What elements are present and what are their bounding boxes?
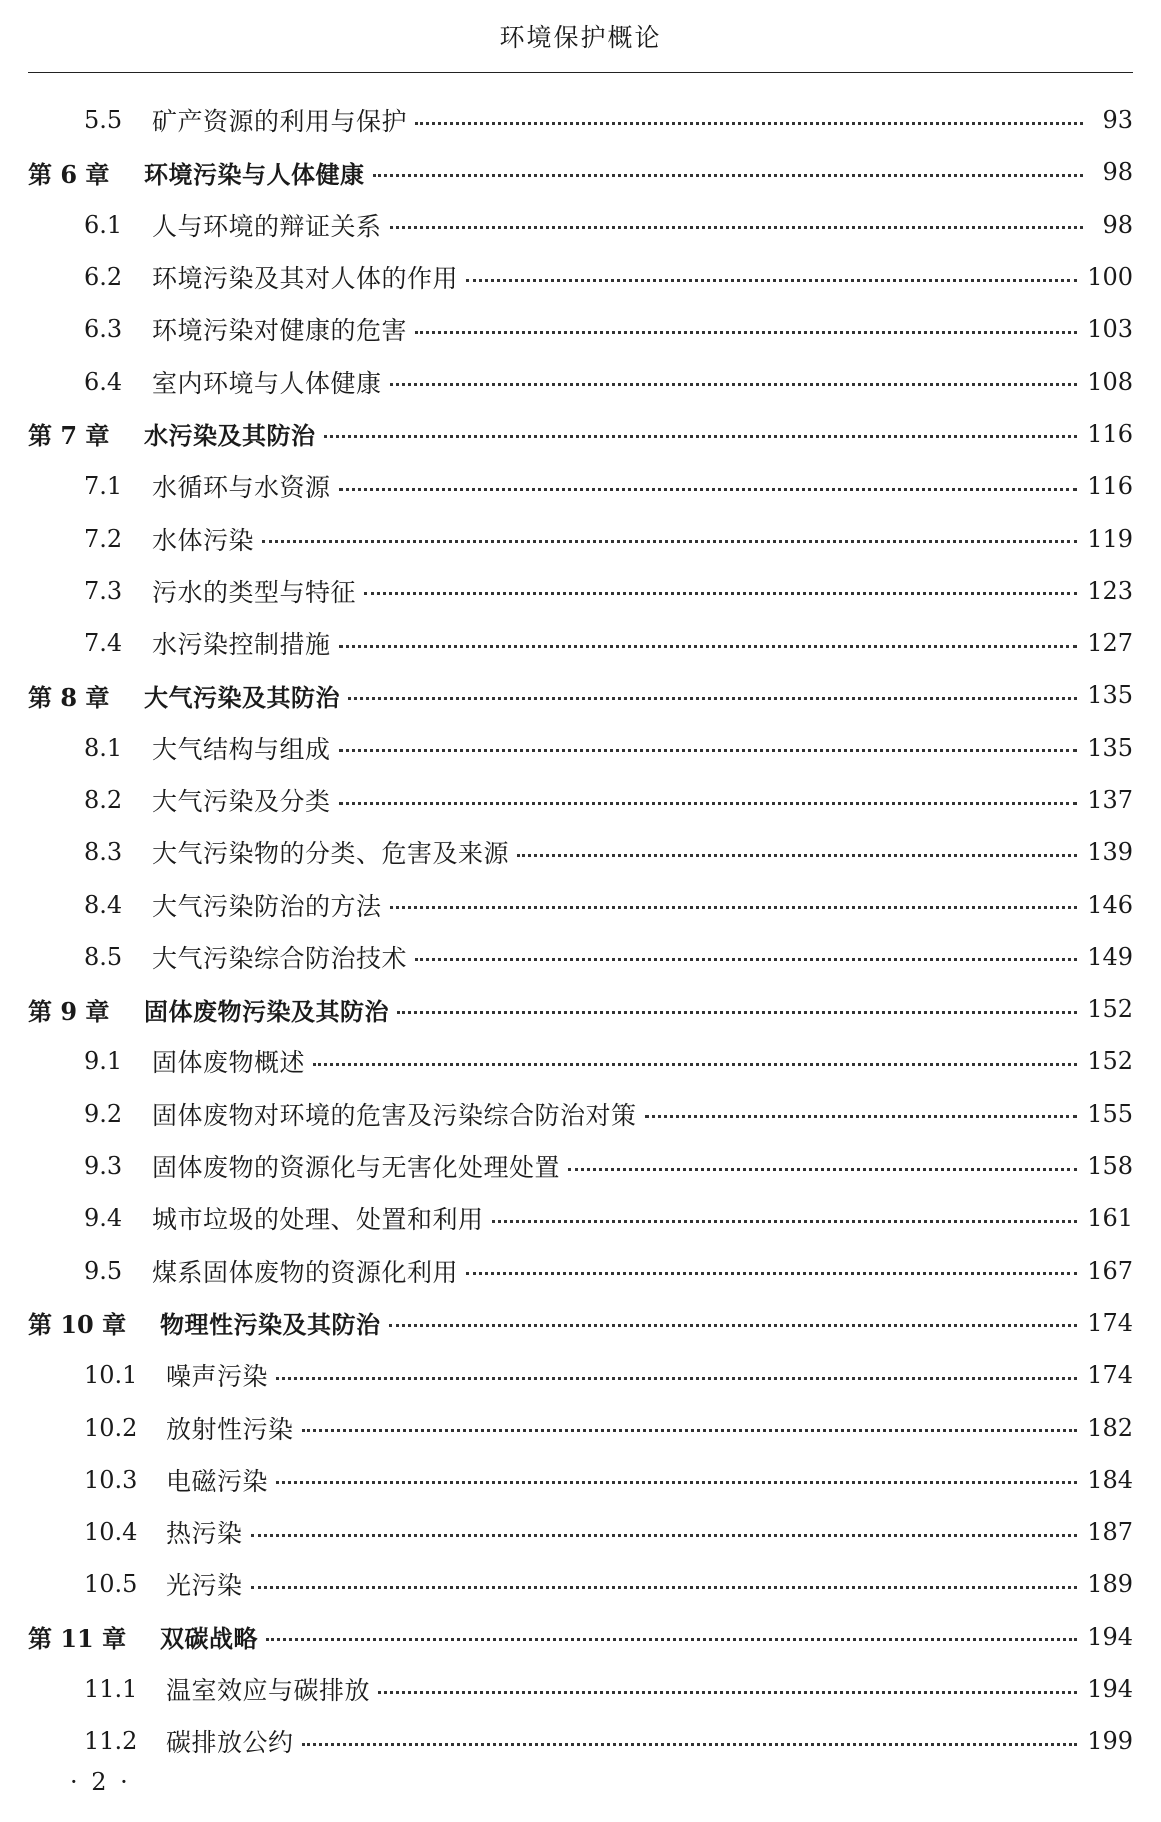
section-number: 9.4 — [84, 1204, 123, 1233]
chapter-title: 水污染及其防治 — [144, 422, 316, 451]
section-title: 大气污染综合防治技术 — [152, 943, 408, 973]
toc-section-entry[interactable] — [0, 512, 1161, 564]
dot-leader — [348, 697, 1077, 700]
section-title: 环境污染对健康的危害 — [152, 316, 408, 346]
page-reference: 194 — [1087, 1675, 1133, 1704]
page-reference: 123 — [1087, 576, 1133, 605]
dot-leader — [313, 1063, 1077, 1066]
toc-section-entry[interactable] — [0, 1663, 1161, 1715]
chapter-number: 第 6 章 — [28, 159, 110, 189]
section-title: 温室效应与碳排放 — [166, 1676, 371, 1706]
toc-section-entry[interactable] — [0, 199, 1161, 251]
toc-section-entry[interactable] — [0, 565, 1161, 617]
dot-leader — [339, 645, 1078, 648]
toc-section-entry[interactable] — [0, 878, 1161, 930]
dot-leader — [276, 1481, 1077, 1484]
section-title: 碳排放公约 — [166, 1728, 294, 1758]
chapter-title: 环境污染与人体健康 — [144, 160, 365, 189]
page-reference: 127 — [1087, 629, 1133, 658]
dot-leader — [415, 958, 1077, 961]
dot-leader — [262, 540, 1077, 543]
toc-section-entry[interactable] — [0, 1715, 1161, 1767]
toc-section-entry[interactable] — [0, 826, 1161, 878]
section-number: 8.3 — [84, 838, 123, 867]
page-reference: 119 — [1087, 524, 1133, 553]
section-number: 7.3 — [84, 576, 123, 605]
section-number: 8.2 — [84, 786, 123, 814]
section-title: 矿产资源的利用与保护 — [152, 107, 408, 137]
dot-leader — [302, 1429, 1078, 1432]
toc-chapter-entry[interactable] — [0, 983, 1161, 1035]
dot-leader — [466, 1272, 1077, 1275]
dot-leader — [415, 122, 1083, 125]
dot-leader — [492, 1220, 1078, 1223]
dot-leader — [324, 435, 1078, 438]
page-reference: 137 — [1087, 786, 1133, 814]
chapter-title: 双碳战略 — [160, 1625, 258, 1654]
chapter-number: 第 11 章 — [28, 1624, 127, 1654]
dot-leader — [466, 279, 1077, 282]
page-reference: 108 — [1087, 367, 1133, 396]
section-title: 大气结构与组成 — [152, 734, 331, 764]
toc-section-entry[interactable] — [0, 94, 1161, 146]
dot-leader — [339, 802, 1078, 805]
dot-leader — [364, 592, 1077, 595]
dot-leader — [251, 1534, 1078, 1537]
page-reference: 155 — [1087, 1099, 1133, 1128]
dot-leader — [390, 226, 1083, 229]
page-reference: 146 — [1087, 890, 1133, 919]
section-title: 人与环境的辩证关系 — [152, 211, 382, 241]
page-reference: 152 — [1087, 1047, 1133, 1076]
section-number: 9.5 — [84, 1256, 123, 1285]
toc-section-entry[interactable] — [0, 1088, 1161, 1140]
chapter-title: 固体废物污染及其防治 — [144, 997, 389, 1026]
page-reference: 194 — [1087, 1622, 1133, 1651]
page-number: · 2 · — [70, 1768, 131, 1796]
toc-section-entry[interactable] — [0, 1035, 1161, 1087]
header-rule — [28, 72, 1133, 73]
toc-section-entry[interactable] — [0, 1506, 1161, 1558]
toc-section-entry[interactable] — [0, 1245, 1161, 1297]
section-number: 6.4 — [84, 367, 123, 396]
section-number: 6.2 — [84, 263, 123, 292]
toc-section-entry[interactable] — [0, 722, 1161, 774]
dot-leader — [251, 1586, 1078, 1589]
dot-leader — [276, 1377, 1077, 1380]
chapter-title: 物理性污染及其防治 — [160, 1311, 381, 1340]
toc-chapter-entry[interactable] — [0, 1297, 1161, 1349]
section-number: 11.1 — [84, 1675, 138, 1704]
page-reference: 158 — [1087, 1152, 1133, 1181]
section-title: 大气污染防治的方法 — [152, 891, 382, 921]
section-number: 5.5 — [84, 106, 123, 135]
section-number: 7.4 — [84, 629, 123, 658]
section-title: 固体废物的资源化与无害化处理处置 — [152, 1153, 561, 1183]
section-number: 10.5 — [84, 1570, 138, 1599]
toc-chapter-entry[interactable] — [0, 146, 1161, 198]
toc-section-entry[interactable] — [0, 1140, 1161, 1192]
toc-section-entry[interactable] — [0, 617, 1161, 669]
page-reference: 93 — [1102, 106, 1133, 135]
section-title: 水体污染 — [152, 525, 255, 555]
section-number: 7.1 — [84, 472, 123, 501]
page-reference: 139 — [1087, 838, 1133, 867]
toc-section-entry[interactable] — [0, 303, 1161, 355]
page-reference: 161 — [1087, 1204, 1133, 1233]
section-number: 9.2 — [84, 1099, 123, 1128]
section-number: 10.3 — [84, 1465, 138, 1494]
page-reference: 116 — [1087, 472, 1133, 501]
dot-leader — [339, 488, 1078, 491]
toc-section-entry[interactable] — [0, 1401, 1161, 1453]
section-title: 环境污染及其对人体的作用 — [152, 264, 459, 294]
section-title: 污水的类型与特征 — [152, 577, 357, 607]
dot-leader — [373, 174, 1084, 177]
page-reference: 152 — [1087, 995, 1133, 1024]
section-title: 电磁污染 — [166, 1466, 269, 1496]
section-title: 光污染 — [166, 1571, 243, 1601]
section-number: 9.1 — [84, 1047, 123, 1076]
page-reference: 174 — [1087, 1308, 1133, 1337]
running-header: 环境保护概论 — [499, 23, 662, 52]
page-reference: 98 — [1102, 158, 1133, 187]
toc-section-entry[interactable] — [0, 1349, 1161, 1401]
chapter-number: 第 10 章 — [28, 1310, 127, 1340]
page-reference: 98 — [1102, 210, 1133, 239]
section-title: 大气污染及分类 — [152, 787, 331, 816]
dot-leader — [302, 1743, 1078, 1746]
section-title: 室内环境与人体健康 — [152, 368, 382, 398]
chapter-number: 第 7 章 — [28, 421, 110, 451]
chapter-number: 第 8 章 — [28, 682, 110, 712]
section-title: 城市垃圾的处理、处置和利用 — [152, 1205, 484, 1235]
section-number: 10.1 — [84, 1361, 138, 1390]
toc-section-entry[interactable] — [0, 355, 1161, 407]
section-number: 8.5 — [84, 942, 123, 971]
toc-chapter-entry[interactable] — [0, 1611, 1161, 1663]
dot-leader — [266, 1638, 1077, 1641]
toc-section-entry[interactable] — [0, 774, 1161, 826]
page-reference: 100 — [1087, 263, 1133, 292]
dot-leader — [397, 1011, 1077, 1014]
dot-leader — [517, 854, 1077, 857]
section-title: 放射性污染 — [166, 1414, 294, 1444]
section-title: 水污染控制措施 — [152, 630, 331, 660]
dot-leader — [378, 1691, 1077, 1694]
toc-section-entry[interactable] — [0, 1454, 1161, 1506]
page-reference: 184 — [1087, 1465, 1133, 1494]
dot-leader — [390, 383, 1078, 386]
dot-leader — [645, 1115, 1078, 1118]
section-number: 8.4 — [84, 890, 123, 919]
toc-chapter-entry[interactable] — [0, 408, 1161, 460]
dot-leader — [339, 749, 1078, 752]
dot-leader — [389, 1324, 1078, 1327]
toc-section-entry[interactable] — [0, 460, 1161, 512]
section-number: 10.2 — [84, 1413, 138, 1442]
page-reference: 149 — [1087, 942, 1133, 971]
section-title: 固体废物对环境的危害及污染综合防治对策 — [152, 1100, 637, 1130]
page-reference: 135 — [1087, 681, 1133, 710]
dot-leader — [568, 1168, 1077, 1171]
section-number: 10.4 — [84, 1518, 138, 1547]
section-title: 热污染 — [166, 1519, 243, 1549]
toc-chapter-entry[interactable] — [0, 669, 1161, 721]
section-number: 6.3 — [84, 315, 123, 344]
section-title: 水循环与水资源 — [152, 473, 331, 503]
page-reference: 167 — [1087, 1256, 1133, 1285]
page-reference: 116 — [1087, 419, 1133, 448]
toc-section-entry[interactable] — [0, 931, 1161, 983]
section-number: 7.2 — [84, 524, 123, 553]
section-number: 9.3 — [84, 1152, 123, 1181]
toc-section-entry[interactable] — [0, 1192, 1161, 1244]
section-number: 11.2 — [84, 1727, 138, 1756]
chapter-title: 大气污染及其防治 — [144, 683, 340, 712]
section-title: 噪声污染 — [166, 1362, 269, 1392]
dot-leader — [390, 906, 1078, 909]
table-of-contents — [0, 94, 1161, 1768]
page-reference: 182 — [1087, 1413, 1133, 1442]
section-title: 煤系固体废物的资源化利用 — [152, 1257, 459, 1287]
section-title: 大气污染物的分类、危害及来源 — [152, 839, 510, 869]
toc-section-entry[interactable] — [0, 1558, 1161, 1610]
section-number: 6.1 — [84, 210, 123, 239]
page-reference: 199 — [1087, 1727, 1133, 1756]
page-reference: 103 — [1087, 315, 1133, 344]
page-reference: 174 — [1087, 1361, 1133, 1390]
section-title: 固体废物概述 — [152, 1048, 306, 1078]
page-reference: 187 — [1087, 1518, 1133, 1547]
section-number: 8.1 — [84, 733, 123, 762]
chapter-number: 第 9 章 — [28, 996, 110, 1026]
toc-section-entry[interactable] — [0, 251, 1161, 303]
page-reference: 135 — [1087, 733, 1133, 762]
dot-leader — [415, 331, 1077, 334]
page-reference: 189 — [1087, 1570, 1133, 1599]
